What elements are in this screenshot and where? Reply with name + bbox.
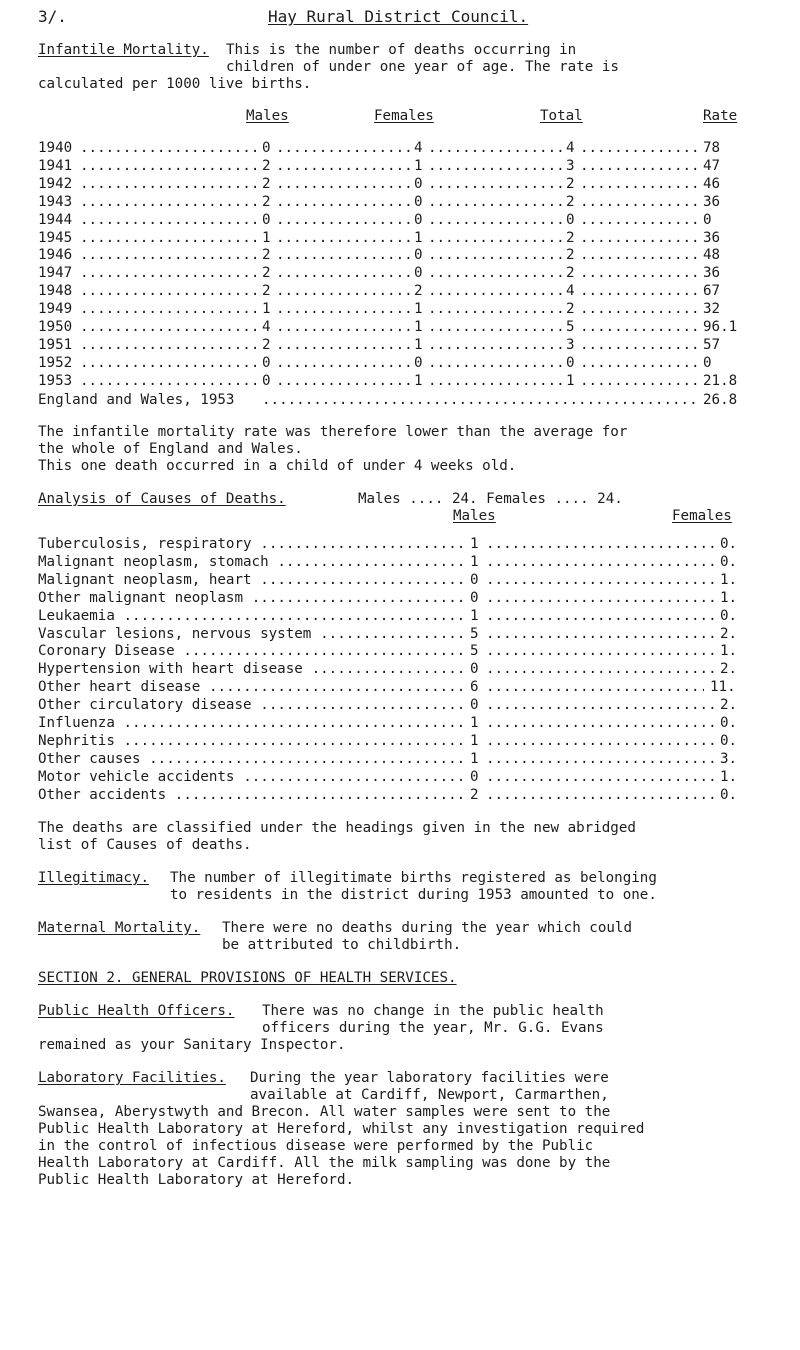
maternal-line1: There were no deaths during the year which could xyxy=(222,920,632,936)
cause-females-count: 0. xyxy=(720,607,738,624)
total-cell: 3 xyxy=(566,157,575,174)
year-cell: 1953 xyxy=(38,372,73,389)
total-cell: 1 xyxy=(566,372,575,389)
cause-females-count: 0. xyxy=(720,553,738,570)
total-cell: 3 xyxy=(566,336,575,353)
cause-males-count: 2 xyxy=(470,786,479,803)
leader-dots xyxy=(580,212,699,229)
leader-dots xyxy=(276,176,410,193)
leader-dots xyxy=(209,679,464,696)
leader-dots xyxy=(80,212,258,229)
males-cell: 0 xyxy=(262,211,271,228)
leader-dots xyxy=(486,590,714,607)
leader-dots xyxy=(486,751,714,768)
year-cell: 1947 xyxy=(38,265,73,282)
england-wales-rate: 26.8 xyxy=(703,392,738,408)
infant-table-row xyxy=(0,230,800,247)
infantile-note-line3: This one death occurred in a child of under 4 weeks old. xyxy=(38,458,517,474)
cause-row xyxy=(0,643,800,660)
leader-dots xyxy=(580,140,699,157)
infant-table-row xyxy=(0,265,800,282)
leader-dots xyxy=(276,337,410,354)
males-cell: 2 xyxy=(262,265,271,282)
leader-dots xyxy=(580,373,699,390)
females-cell: 1 xyxy=(414,157,423,174)
cause-label: Other malignant neoplasm xyxy=(38,589,243,606)
cause-row xyxy=(0,590,800,607)
leader-dots xyxy=(276,319,410,336)
council-title: Hay Rural District Council. xyxy=(268,7,529,26)
cause-females-count: 2. xyxy=(720,697,738,714)
infantile-text-line1: This is the number of deaths occurring in xyxy=(226,42,577,58)
public-health-line3: remained as your Sanitary Inspector. xyxy=(38,1037,346,1053)
laboratory-line2: available at Cardiff, Newport, Carmarthen, xyxy=(250,1087,609,1103)
laboratory-line5: in the control of infectious disease were performed by the Public xyxy=(38,1138,594,1154)
public-health-line1: There was no change in the public health xyxy=(262,1003,604,1019)
year-cell: 1948 xyxy=(38,283,73,300)
leader-dots xyxy=(428,283,562,300)
leader-dots xyxy=(312,661,464,678)
rate-cell: 21.8 xyxy=(703,372,738,389)
leader-dots xyxy=(486,554,714,571)
leader-dots xyxy=(80,373,258,390)
cause-row xyxy=(0,787,800,804)
public-health-line2: officers during the year, Mr. G.G. Evans xyxy=(262,1020,604,1036)
cause-label: Vascular lesions, nervous system xyxy=(38,625,312,642)
infant-table-row xyxy=(0,212,800,229)
infant-table-row xyxy=(0,176,800,193)
year-cell: 1940 xyxy=(38,140,73,156)
leader-dots xyxy=(80,283,258,300)
cause-females-count: 11. xyxy=(710,679,736,696)
total-cell: 2 xyxy=(566,301,575,318)
leader-dots xyxy=(80,337,258,354)
year-cell: 1943 xyxy=(38,193,73,210)
rate-cell: 47 xyxy=(703,157,721,174)
year-cell: 1951 xyxy=(38,336,73,353)
leader-dots xyxy=(428,194,562,211)
rate-cell: 36 xyxy=(703,193,721,210)
males-cell: 2 xyxy=(262,157,271,174)
cause-row xyxy=(0,769,800,786)
leader-dots xyxy=(80,230,258,247)
males-cell: 2 xyxy=(262,193,271,210)
total-cell: 4 xyxy=(566,283,575,300)
total-cell: 2 xyxy=(566,175,575,192)
cause-females-count: 2. xyxy=(720,661,738,678)
leader-dots xyxy=(580,194,699,211)
cause-females-count: 0. xyxy=(720,536,738,552)
cause-label: Leukaemia xyxy=(38,607,115,624)
cause-label: Nephritis xyxy=(38,732,115,749)
infant-table-row xyxy=(0,319,800,336)
infantile-heading: Infantile Mortality. xyxy=(38,42,209,58)
leader-dots xyxy=(276,230,410,247)
cause-females-count: 1. xyxy=(720,768,738,785)
males-cell: 1 xyxy=(262,229,271,246)
cause-row xyxy=(0,661,800,678)
laboratory-line1: During the year laboratory facilities were xyxy=(250,1070,609,1086)
females-cell: 0 xyxy=(414,247,423,264)
leader-dots xyxy=(428,355,562,372)
leader-dots xyxy=(175,787,464,804)
leader-dots xyxy=(80,355,258,372)
illegitimacy-heading: Illegitimacy. xyxy=(38,870,150,886)
leader-dots xyxy=(580,265,699,282)
rate-cell: 36 xyxy=(703,265,721,282)
total-cell: 2 xyxy=(566,247,575,264)
leader-dots xyxy=(183,643,464,660)
leader-dots xyxy=(124,733,465,750)
infant-table-row xyxy=(0,158,800,175)
col-heading-total: Total xyxy=(540,108,583,124)
leader-dots xyxy=(428,319,562,336)
leader-dots xyxy=(80,301,258,318)
cause-males-count: 1 xyxy=(470,536,479,552)
leader-dots xyxy=(428,230,562,247)
cause-row xyxy=(0,733,800,750)
leader-dots xyxy=(124,608,465,625)
leader-dots xyxy=(80,140,258,157)
leader-dots xyxy=(486,679,704,696)
causes-col-males: Males xyxy=(453,508,496,524)
cause-females-count: 2. xyxy=(720,625,738,642)
males-cell: 0 xyxy=(262,140,271,156)
laboratory-line3: Swansea, Aberystwyth and Brecon. All water samples were sent to the xyxy=(38,1104,611,1120)
males-cell: 2 xyxy=(262,283,271,300)
cause-label: Motor vehicle accidents xyxy=(38,768,235,785)
cause-males-count: 1 xyxy=(470,553,479,570)
col-heading-females: Females xyxy=(374,108,434,124)
cause-label: Other heart disease xyxy=(38,679,201,696)
leader-dots xyxy=(277,554,464,571)
cause-label: Malignant neoplasm, heart xyxy=(38,571,252,588)
illegitimacy-line1: The number of illegitimate births registered as belonging xyxy=(170,870,657,886)
cause-females-count: 0. xyxy=(720,715,738,731)
leader-dots xyxy=(276,194,410,211)
cause-label: Coronary Disease xyxy=(38,643,175,660)
illegitimacy-line2: to residents in the district during 1953 amounted to one. xyxy=(170,887,657,903)
causes-note-line1: The deaths are classified under the headings given in the new abridged xyxy=(38,820,636,836)
causes-summary: Males .... 24. Females .... 24. xyxy=(358,491,623,507)
cause-row xyxy=(0,572,800,589)
infant-table-row xyxy=(0,301,800,318)
cause-females-count: 1. xyxy=(720,589,738,606)
leader-dots xyxy=(486,787,714,804)
total-cell: 5 xyxy=(566,319,575,335)
females-cell: 0 xyxy=(414,193,423,210)
cause-males-count: 0 xyxy=(470,661,479,678)
cause-males-count: 0 xyxy=(470,768,479,785)
cause-row xyxy=(0,715,800,732)
cause-label: Tuberculosis, respiratory xyxy=(38,536,252,552)
leader-dots xyxy=(276,158,410,175)
leader-dots xyxy=(80,158,258,175)
page-number: 3/. xyxy=(38,7,67,26)
cause-label: Other circulatory disease xyxy=(38,697,252,714)
leader-dots xyxy=(276,265,410,282)
leader-dots xyxy=(243,769,464,786)
infant-table-row xyxy=(0,283,800,300)
rate-cell: 0 xyxy=(703,354,712,371)
leader-dots xyxy=(580,158,699,175)
females-cell: 1 xyxy=(414,336,423,353)
cause-females-count: 1. xyxy=(720,643,738,660)
leader-dots xyxy=(486,769,714,786)
cause-row xyxy=(0,626,800,643)
public-health-heading: Public Health Officers. xyxy=(38,1003,235,1019)
males-cell: 2 xyxy=(262,336,271,353)
males-cell: 0 xyxy=(262,354,271,371)
infant-table-row xyxy=(0,194,800,211)
cause-row xyxy=(0,679,800,696)
total-cell: 2 xyxy=(566,229,575,246)
infant-table-row xyxy=(0,355,800,372)
leader-dots xyxy=(486,572,714,589)
males-cell: 1 xyxy=(262,301,271,318)
leader-dots xyxy=(276,212,410,229)
leader-dots xyxy=(80,176,258,193)
cause-males-count: 1 xyxy=(470,732,479,749)
leader-dots xyxy=(580,230,699,247)
cause-label: Influenza xyxy=(38,715,115,731)
leader-dots xyxy=(428,212,562,229)
leader-dots xyxy=(428,158,562,175)
leader-dots xyxy=(124,715,465,732)
leader-dots xyxy=(486,733,714,750)
rate-cell: 96.1 xyxy=(703,319,738,335)
cause-males-count: 1 xyxy=(470,715,479,731)
leader-dots xyxy=(580,337,699,354)
leader-dots xyxy=(486,697,714,714)
infantile-note-line2: the whole of England and Wales. xyxy=(38,441,303,457)
year-cell: 1941 xyxy=(38,157,73,174)
leader-dots xyxy=(276,140,410,157)
infant-table-row xyxy=(0,247,800,264)
cause-label: Hypertension with heart disease xyxy=(38,661,303,678)
col-heading-rate: Rate xyxy=(703,108,738,124)
cause-males-count: 6 xyxy=(470,679,479,696)
laboratory-line4: Public Health Laboratory at Hereford, whilst any investigation required xyxy=(38,1121,645,1137)
leader-dots xyxy=(486,643,714,660)
cause-females-count: 3. xyxy=(720,750,738,767)
cause-females-count: 0. xyxy=(720,786,738,803)
leader-dots xyxy=(276,283,410,300)
cause-row xyxy=(0,608,800,625)
cause-males-count: 5 xyxy=(470,643,479,660)
cause-males-count: 0 xyxy=(470,571,479,588)
cause-row xyxy=(0,554,800,571)
cause-label: Other accidents xyxy=(38,786,167,803)
total-cell: 4 xyxy=(566,140,575,156)
females-cell: 1 xyxy=(414,319,423,335)
leader-dots xyxy=(428,301,562,318)
leader-dots xyxy=(80,319,258,336)
leader-dots xyxy=(260,697,464,714)
total-cell: 2 xyxy=(566,265,575,282)
females-cell: 1 xyxy=(414,372,423,389)
males-cell: 4 xyxy=(262,319,271,335)
year-cell: 1949 xyxy=(38,301,73,318)
total-cell: 0 xyxy=(566,354,575,371)
leader-dots xyxy=(428,373,562,390)
cause-females-count: 0. xyxy=(720,732,738,749)
causes-note-line2: list of Causes of deaths. xyxy=(38,837,252,853)
year-cell: 1952 xyxy=(38,354,73,371)
leader-dots xyxy=(149,751,464,768)
leader-dots xyxy=(276,355,410,372)
cause-males-count: 1 xyxy=(470,607,479,624)
year-cell: 1946 xyxy=(38,247,73,264)
causes-col-females: Females xyxy=(672,508,732,524)
females-cell: 0 xyxy=(414,354,423,371)
cause-label: Malignant neoplasm, stomach xyxy=(38,553,269,570)
males-cell: 2 xyxy=(262,247,271,264)
leader-dots xyxy=(486,661,714,678)
maternal-line2: be attributed to childbirth. xyxy=(222,937,462,953)
rate-cell: 57 xyxy=(703,336,721,353)
col-heading-males: Males xyxy=(246,108,289,124)
cause-males-count: 0 xyxy=(470,697,479,714)
leader-dots xyxy=(486,715,714,732)
causes-heading: Analysis of Causes of Deaths. xyxy=(38,491,286,507)
infant-table-row xyxy=(0,140,800,157)
cause-males-count: 0 xyxy=(470,589,479,606)
infantile-text-line3: calculated per 1000 live births. xyxy=(38,76,312,92)
infantile-note-line1: The infantile mortality rate was therefore lower than the average for xyxy=(38,424,628,440)
leader-dots xyxy=(276,247,410,264)
year-cell: 1942 xyxy=(38,175,73,192)
cause-males-count: 1 xyxy=(470,750,479,767)
females-cell: 2 xyxy=(414,283,423,300)
infant-table-row xyxy=(0,373,800,390)
england-wales-label: England and Wales, 1953 xyxy=(38,392,235,408)
rate-cell: 32 xyxy=(703,301,721,318)
males-cell: 2 xyxy=(262,175,271,192)
england-wales-row xyxy=(0,392,800,409)
leader-dots xyxy=(580,319,699,336)
leader-dots xyxy=(428,337,562,354)
laboratory-line7: Public Health Laboratory at Hereford. xyxy=(38,1172,355,1188)
females-cell: 0 xyxy=(414,175,423,192)
leader-dots xyxy=(276,301,410,318)
leader-dots xyxy=(260,572,464,589)
leader-dots xyxy=(486,536,714,553)
leader-dots xyxy=(262,392,700,409)
year-cell: 1945 xyxy=(38,229,73,246)
section-2-heading: SECTION 2. GENERAL PROVISIONS OF HEALTH SERVICES. xyxy=(38,970,457,986)
rate-cell: 0 xyxy=(703,211,712,228)
females-cell: 1 xyxy=(414,301,423,318)
cause-males-count: 5 xyxy=(470,625,479,642)
females-cell: 4 xyxy=(414,140,423,156)
leader-dots xyxy=(580,355,699,372)
leader-dots xyxy=(428,247,562,264)
year-cell: 1950 xyxy=(38,319,73,335)
leader-dots xyxy=(428,140,562,157)
leader-dots xyxy=(80,247,258,264)
rate-cell: 67 xyxy=(703,283,721,300)
leader-dots xyxy=(80,265,258,282)
females-cell: 1 xyxy=(414,229,423,246)
infantile-text-line2: children of under one year of age. The rate is xyxy=(226,59,619,75)
cause-row xyxy=(0,751,800,768)
leader-dots xyxy=(320,626,464,643)
leader-dots xyxy=(486,626,714,643)
leader-dots xyxy=(252,590,464,607)
maternal-heading: Maternal Mortality. xyxy=(38,920,201,936)
leader-dots xyxy=(428,176,562,193)
total-cell: 0 xyxy=(566,211,575,228)
leader-dots xyxy=(580,283,699,300)
leader-dots xyxy=(486,608,714,625)
cause-females-count: 1. xyxy=(720,571,738,588)
laboratory-line6: Health Laboratory at Cardiff. All the milk sampling was done by the xyxy=(38,1155,611,1171)
females-cell: 0 xyxy=(414,265,423,282)
leader-dots xyxy=(580,247,699,264)
leader-dots xyxy=(580,176,699,193)
rate-cell: 78 xyxy=(703,140,721,156)
rate-cell: 36 xyxy=(703,229,721,246)
leader-dots xyxy=(80,194,258,211)
rate-cell: 48 xyxy=(703,247,721,264)
cause-row xyxy=(0,536,800,553)
cause-row xyxy=(0,697,800,714)
leader-dots xyxy=(428,265,562,282)
leader-dots xyxy=(260,536,464,553)
year-cell: 1944 xyxy=(38,211,73,228)
males-cell: 0 xyxy=(262,372,271,389)
leader-dots xyxy=(276,373,410,390)
rate-cell: 46 xyxy=(703,175,721,192)
leader-dots xyxy=(580,301,699,318)
females-cell: 0 xyxy=(414,211,423,228)
cause-label: Other causes xyxy=(38,750,141,767)
total-cell: 2 xyxy=(566,193,575,210)
laboratory-heading: Laboratory Facilities. xyxy=(38,1070,226,1086)
infant-table-row xyxy=(0,337,800,354)
